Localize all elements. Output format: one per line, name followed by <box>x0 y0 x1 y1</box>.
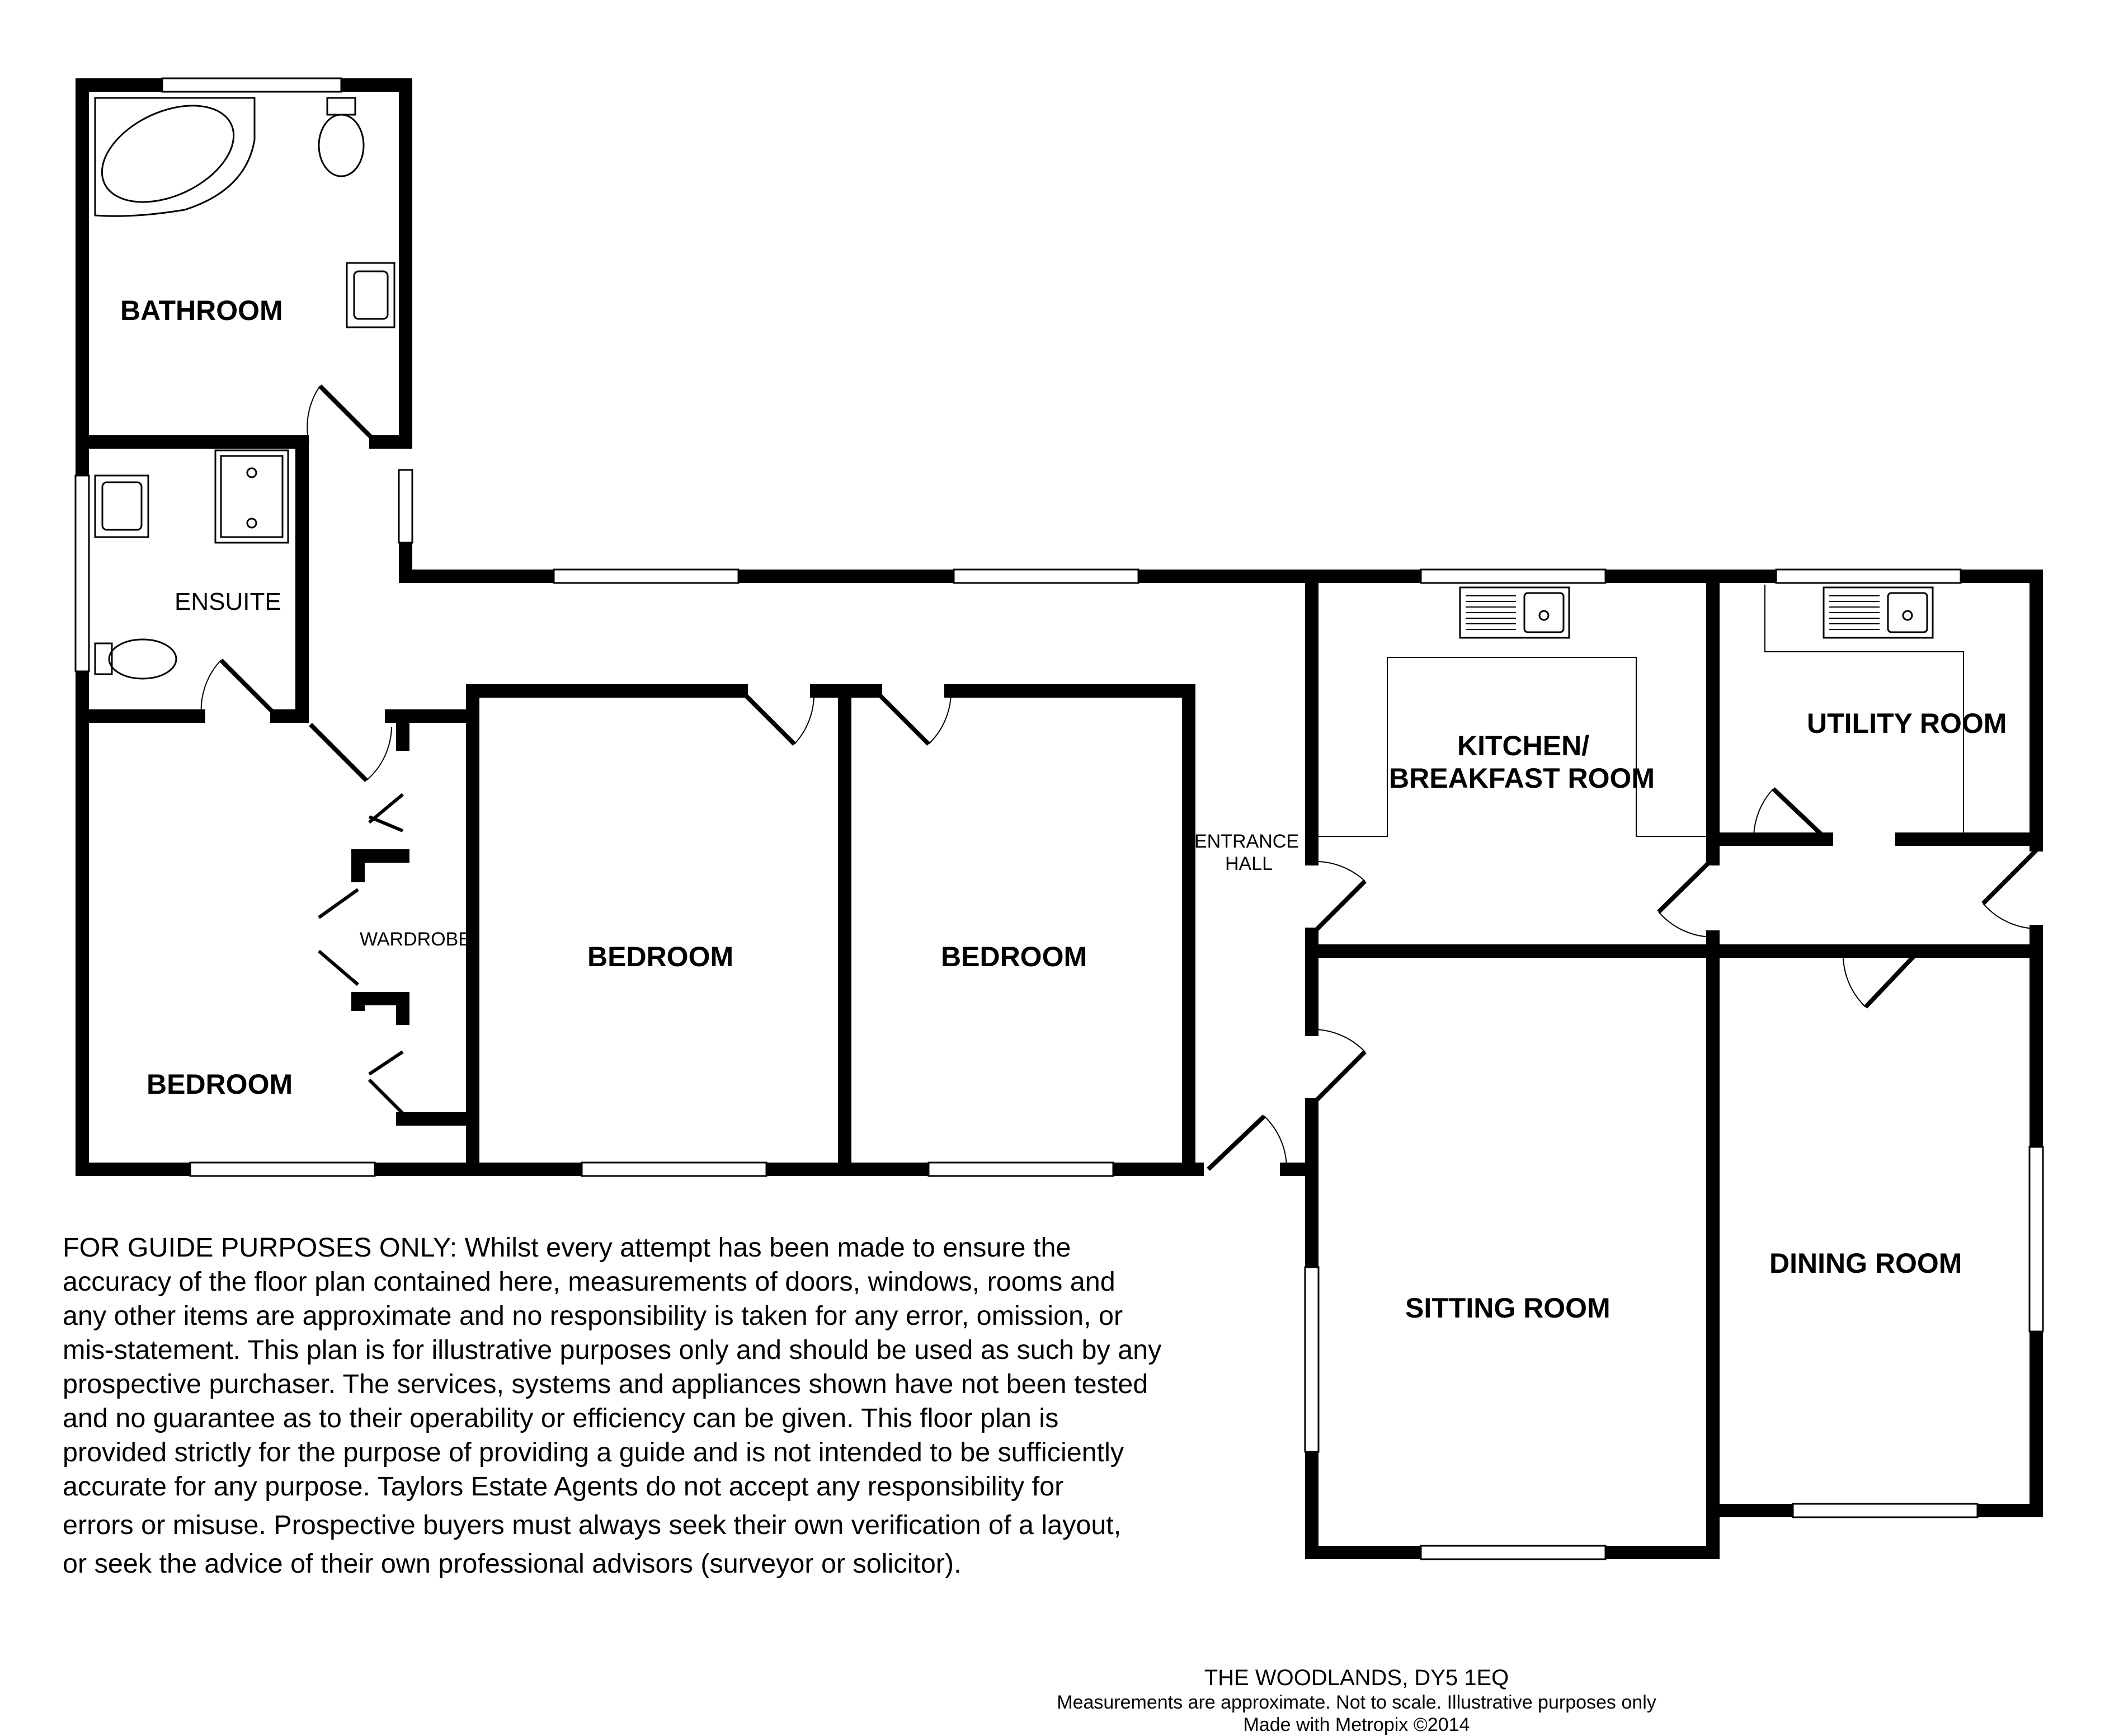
disclaimer-line: errors or misuse. Prospective buyers must always seek their own verification of a layout, <box>63 1510 1122 1540</box>
label-ensuite: ENSUITE <box>175 588 281 615</box>
toilet-icon <box>95 639 176 679</box>
plan-footer <box>923 1664 1790 1736</box>
disclaimer-line: prospective purchaser. The services, systems and appliances shown have not been tested <box>63 1369 1148 1399</box>
disclaimer <box>63 1231 1265 1581</box>
shower-icon <box>215 450 288 543</box>
disclaimer-line: provided strictly for the purpose of providing a guide and is not intended to be sufficiently <box>63 1437 1124 1467</box>
property-address: THE WOODLANDS, DY5 1EQ <box>1204 1666 1509 1690</box>
scale-note: Measurements are approximate. Not to scale. Illustrative purposes only <box>1057 1692 1656 1713</box>
label-bedroom-right: BEDROOM <box>941 941 1087 972</box>
label-bedroom-middle: BEDROOM <box>587 941 734 972</box>
label-bathroom: BATHROOM <box>120 295 283 326</box>
label-kitchen-1: KITCHEN/ <box>1457 730 1590 761</box>
bath-icon <box>87 86 255 222</box>
basin-icon <box>347 263 394 327</box>
credit-note: Made with Metropix ©2014 <box>1243 1714 1470 1735</box>
disclaimer-line: accuracy of the floor plan contained here, measurements of doors, windows, rooms and <box>63 1267 1115 1297</box>
disclaimer-line: mis-statement. This plan is for illustrative purposes only and should be used as such by any <box>63 1335 1162 1365</box>
label-dining: DINING ROOM <box>1769 1248 1962 1279</box>
fixtures <box>87 86 1963 836</box>
label-sitting: SITTING ROOM <box>1405 1292 1611 1324</box>
disclaimer-line: and no guarantee as to their operability or efficiency can be given. This floor plan is <box>63 1403 1059 1433</box>
label-bedroom-left: BEDROOM <box>147 1069 293 1100</box>
toilet-icon <box>319 98 364 176</box>
sink-icon <box>1824 587 1933 638</box>
sink-icon <box>1460 587 1569 638</box>
label-wardrobe: WARDROBE <box>360 929 471 950</box>
label-entrance-hall-1: ENTRANCE <box>1194 831 1299 852</box>
label-kitchen-2: BREAKFAST ROOM <box>1389 763 1655 794</box>
basin-icon <box>95 476 148 537</box>
label-entrance-hall-2: HALL <box>1225 853 1273 874</box>
label-utility: UTILITY ROOM <box>1807 708 2007 739</box>
disclaimer-line: FOR GUIDE PURPOSES ONLY: Whilst every attempt has been made to ensure the <box>63 1232 1071 1263</box>
disclaimer-line: accurate for any purpose. Taylors Estate Agents do not accept any responsibility for <box>63 1471 1064 1502</box>
disclaimer-line: or seek the advice of their own professional advisors (surveyor or solicitor). <box>63 1549 962 1579</box>
disclaimer-line: any other items are approximate and no responsibility is taken for any error, omission, or <box>63 1301 1123 1331</box>
